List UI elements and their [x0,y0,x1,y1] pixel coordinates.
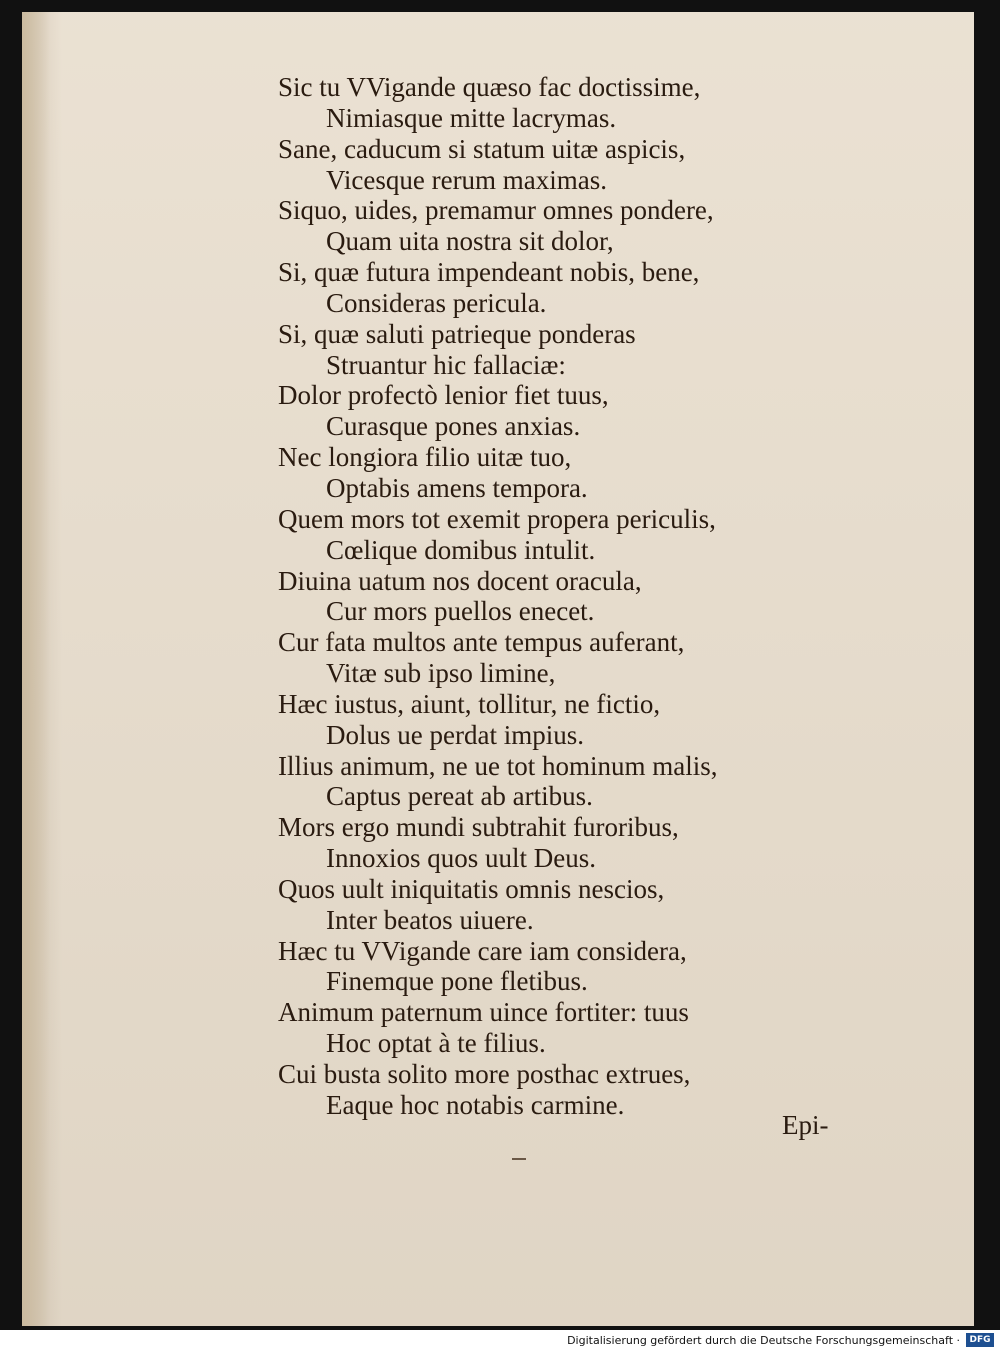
poem-line: Hæc iustus, aiunt, tollitur, ne fictio, [278,688,661,719]
poem-line: Diuina uatum nos docent oracula, [278,565,642,596]
poem-line: Eaque hoc notabis carmine. [326,1089,625,1120]
poem-line: Cui busta solito more posthac extrues, [278,1059,691,1089]
poem-line: Sic tu VVigande quæso fac doctissime, [278,72,701,102]
poem-line: Optabis amens tempora. [326,472,588,503]
footer-bar [0,1330,1000,1351]
poem-line: Nec longiora filio uitæ tuo, [278,442,572,473]
poem-line: Si, quæ futura impendeant nobis, bene, [278,257,700,288]
poem-line: Illius animum, ne ue tot hominum malis, [278,750,718,781]
poem-line: Hoc optat à te filius. [326,1028,546,1059]
poem-line: Quem mors tot exemit propera periculis, [278,503,716,534]
catchword: Epi- [782,1110,829,1140]
poem-line: Struantur hic fallaciæ: [326,349,566,380]
poem-line: Curasque pones anxias. [326,411,581,442]
poem-line: Si, quæ saluti patrieque ponderas [278,318,636,349]
poem-line: Hæc tu VVigande care iam considera, [278,935,687,966]
poem-text [278,72,838,1121]
poem-line: Animum paternum uince fortiter: tuus [278,997,689,1028]
page-dash-mark [512,1158,526,1160]
poem-line: Captus pereat ab artibus. [326,781,593,812]
poem-line: Cur mors puellos enecet. [326,596,595,627]
poem-line: Cœlique domibus intulit. [326,534,596,565]
poem-line: Consideras pericula. [326,287,547,318]
poem-line: Finemque pone fletibus. [326,966,588,997]
dfg-logo: DFG [966,1333,994,1347]
footer-credit: Digitalisierung gefördert durch die Deutsche Forschungsgemeinschaft · [567,1334,960,1347]
poem-line: Vitæ sub ipso limine, [326,658,556,689]
page-spine-shadow [22,12,50,1326]
poem-line: Dolor profectò lenior fiet tuus, [278,380,609,411]
poem-line: Quos uult iniquitatis omnis nescios, [278,873,665,904]
poem-line: Vicesque rerum maximas. [326,164,608,195]
poem-line: Nimiasque mitte lacrymas. [326,102,617,133]
poem-line: Siquo, uides, premamur omnes pondere, [278,195,714,226]
poem-line: Sane, caducum si statum uitæ aspicis, [278,133,686,164]
poem-line: Quam uita nostra sit dolor, [326,226,614,257]
poem-line: Inter beatos uiuere. [326,904,534,935]
poem-line: Mors ergo mundi subtrahit furoribus, [278,812,679,843]
poem-line: Dolus ue perdat impius. [326,719,584,750]
poem-line: Innoxios quos uult Deus. [326,843,596,874]
poem-line: Cur fata multos ante tempus auferant, [278,627,685,658]
